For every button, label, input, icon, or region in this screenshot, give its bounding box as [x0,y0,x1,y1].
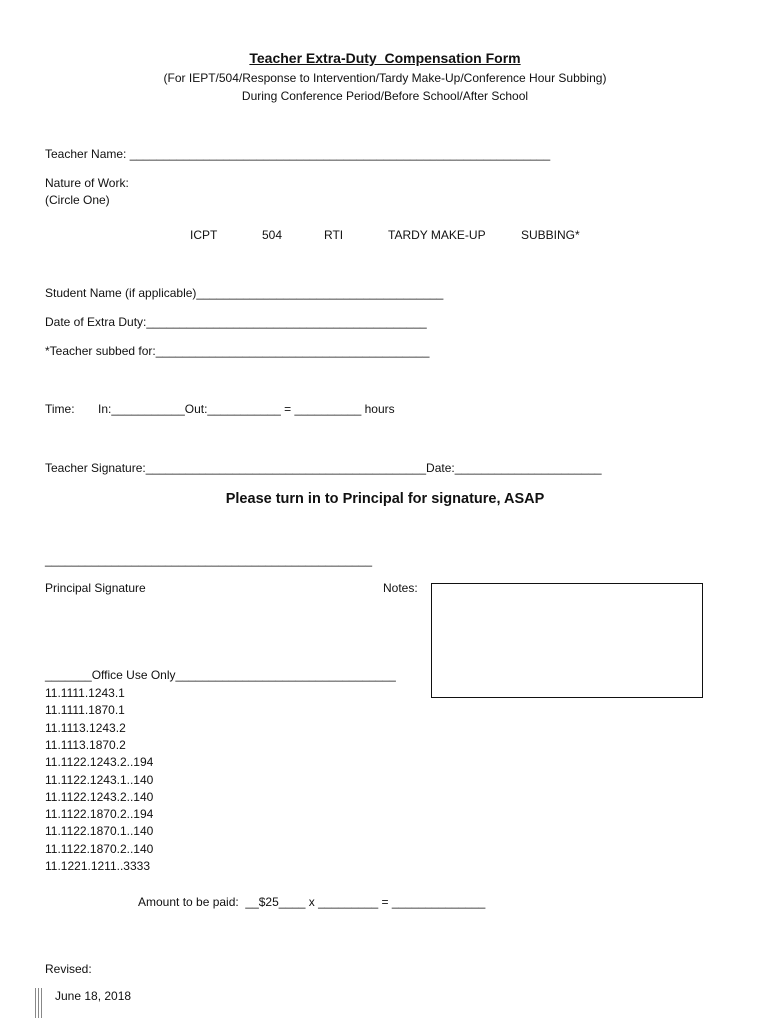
amount-to-be-paid-field[interactable]: Amount to be paid: __$25____ x _________ = ______________ [138,895,486,909]
form-title: Teacher Extra-Duty Compensation Form [249,50,521,66]
teacher-subbed-for-field[interactable]: *Teacher subbed for:_________________________________________ [45,344,430,358]
account-code: 11.1111.1870.1 [45,703,125,717]
revision-bar [38,988,39,1018]
account-code: 11.1122.1870.2..194 [45,807,154,821]
revision-bar [41,988,42,1018]
account-code: 11.1122.1870.2..140 [45,842,154,856]
account-code: 11.1122.1243.1..140 [45,773,154,787]
revised-date: June 18, 2018 [55,989,132,1003]
notes-label: Notes: [383,581,418,595]
account-code: 11.1113.1870.2 [45,738,126,752]
form-subtitle-line1: (For IEPT/504/Response to Intervention/Tardy Make-Up/Conference Hour Subbing) [163,71,607,85]
option-tardy-make-up[interactable]: TARDY MAKE-UP [388,228,486,242]
account-code: 11.1113.1243.2 [45,721,126,735]
office-use-header: _______Office Use Only_________________________________ [45,668,396,682]
option-subbing[interactable]: SUBBING* [521,228,580,242]
nature-of-work-label: Nature of Work: [45,176,129,190]
account-code: 11.1221.1211..3333 [45,859,150,873]
principal-signature-label: Principal Signature [45,581,146,595]
date-of-extra-duty-field[interactable]: Date of Extra Duty:__________________________________________ [45,315,427,329]
form-subtitle-line2: During Conference Period/Before School/After School [241,89,529,103]
principal-signature-line[interactable]: _________________________________________________ [45,553,373,567]
principal-instruction: Please turn in to Principal for signature, ASAP [225,491,545,507]
account-code: 11.1111.1243.1 [45,686,125,700]
account-code: 11.1122.1243.2..140 [45,790,154,804]
notes-box[interactable] [431,583,703,698]
teacher-signature-field[interactable]: Teacher Signature:__________________________________________Date:______________________ [45,461,602,475]
circle-one-label: (Circle One) [45,193,110,207]
revised-label: Revised: [45,962,92,976]
option-rti[interactable]: RTI [324,228,344,242]
teacher-name-field[interactable]: Teacher Name: _______________________________________________________________ [45,147,551,161]
account-code: 11.1122.1870.1..140 [45,824,154,838]
option-icpt[interactable]: ICPT [190,228,218,242]
time-label: Time: [45,402,75,416]
time-in-out-field[interactable]: In:___________Out:___________ = __________ hours [98,402,395,416]
option-504[interactable]: 504 [262,228,283,242]
account-code: 11.1122.1243.2..194 [45,755,154,769]
student-name-field[interactable]: Student Name (if applicable)_____________________________________ [45,286,444,300]
revision-bar [35,988,36,1018]
